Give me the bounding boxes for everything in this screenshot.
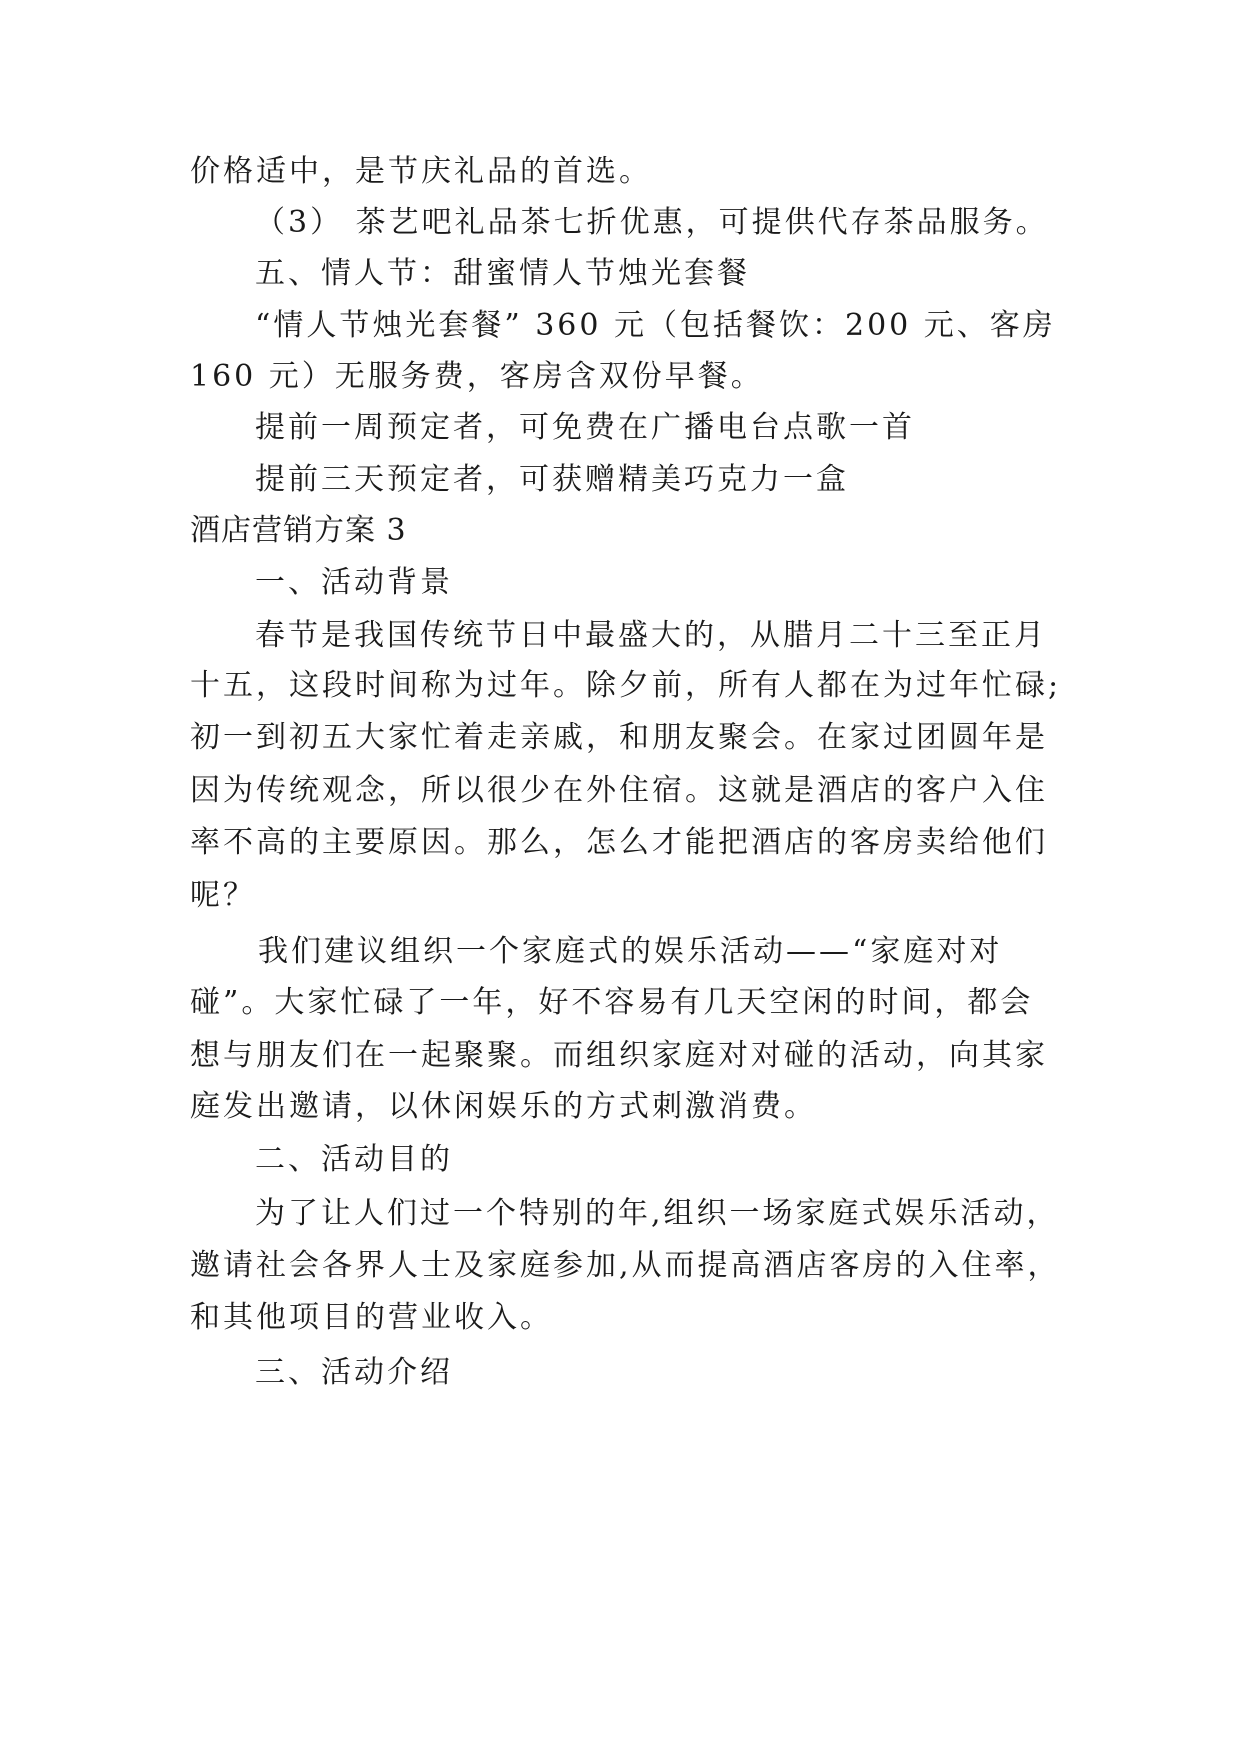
paragraph-line: 为了让人们过一个特别的年,组织一场家庭式娱乐活动， (255, 1196, 1060, 1231)
paragraph-line: 春节是我国传统节日中最盛大的，从腊月二十三至正月 (255, 618, 1047, 653)
paragraph-line: 初一到初五大家忙着走亲戚，和朋友聚会。在家过团圆年是 (190, 720, 1048, 755)
paragraph-line: 提前三天预定者，可获赠精美巧克力一盒 (255, 462, 849, 497)
paragraph-line: 庭发出邀请，以休闲娱乐的方式刺激消费。 (190, 1089, 817, 1124)
paragraph-line: 碰”。大家忙碌了一年，好不容易有几天空闲的时间，都会 (190, 985, 1034, 1020)
paragraph-line: 十五，这段时间称为过年。除夕前，所有人都在为过年忙碌; (190, 668, 1062, 703)
paragraph-line: 邀请社会各界人士及家庭参加,从而提高酒店客房的入住率， (190, 1248, 1061, 1283)
paragraph-line: 呢？ (190, 878, 256, 913)
section-heading: 二、活动目的 (255, 1142, 453, 1177)
paragraph-line: 和其他项目的营业收入。 (190, 1300, 553, 1335)
paragraph-line: 160 元）无服务费，客房含双份早餐。 (190, 359, 764, 394)
paragraph-line: 想与朋友们在一起聚聚。而组织家庭对对碰的活动，向其家 (190, 1038, 1048, 1073)
paragraph-line: （3） 茶艺吧礼品茶七折优惠，可提供代存茶品服务。 (255, 205, 1049, 240)
paragraph-line: 提前一周预定者，可免费在广播电台点歌一首 (255, 410, 915, 445)
paragraph-line: 率不高的主要原因。那么，怎么才能把酒店的客房卖给他们 (190, 825, 1048, 860)
document-title: 酒店营销方案 3 (190, 513, 407, 548)
section-heading: 一、活动背景 (255, 565, 453, 600)
section-heading: 五、情人节：甜蜜情人节烛光套餐 (255, 256, 750, 291)
paragraph-line: “情人节烛光套餐” 360 元（包括餐饮：200 元、客房 (255, 308, 1056, 343)
section-heading: 三、活动介绍 (255, 1355, 453, 1390)
paragraph-line: 因为传统观念，所以很少在外住宿。这就是酒店的客户入住 (190, 773, 1048, 808)
paragraph-line: 我们建议组织一个家庭式的娱乐活动——“家庭对对 (258, 934, 1003, 969)
paragraph-line: 价格适中，是节庆礼品的首选。 (190, 154, 652, 189)
